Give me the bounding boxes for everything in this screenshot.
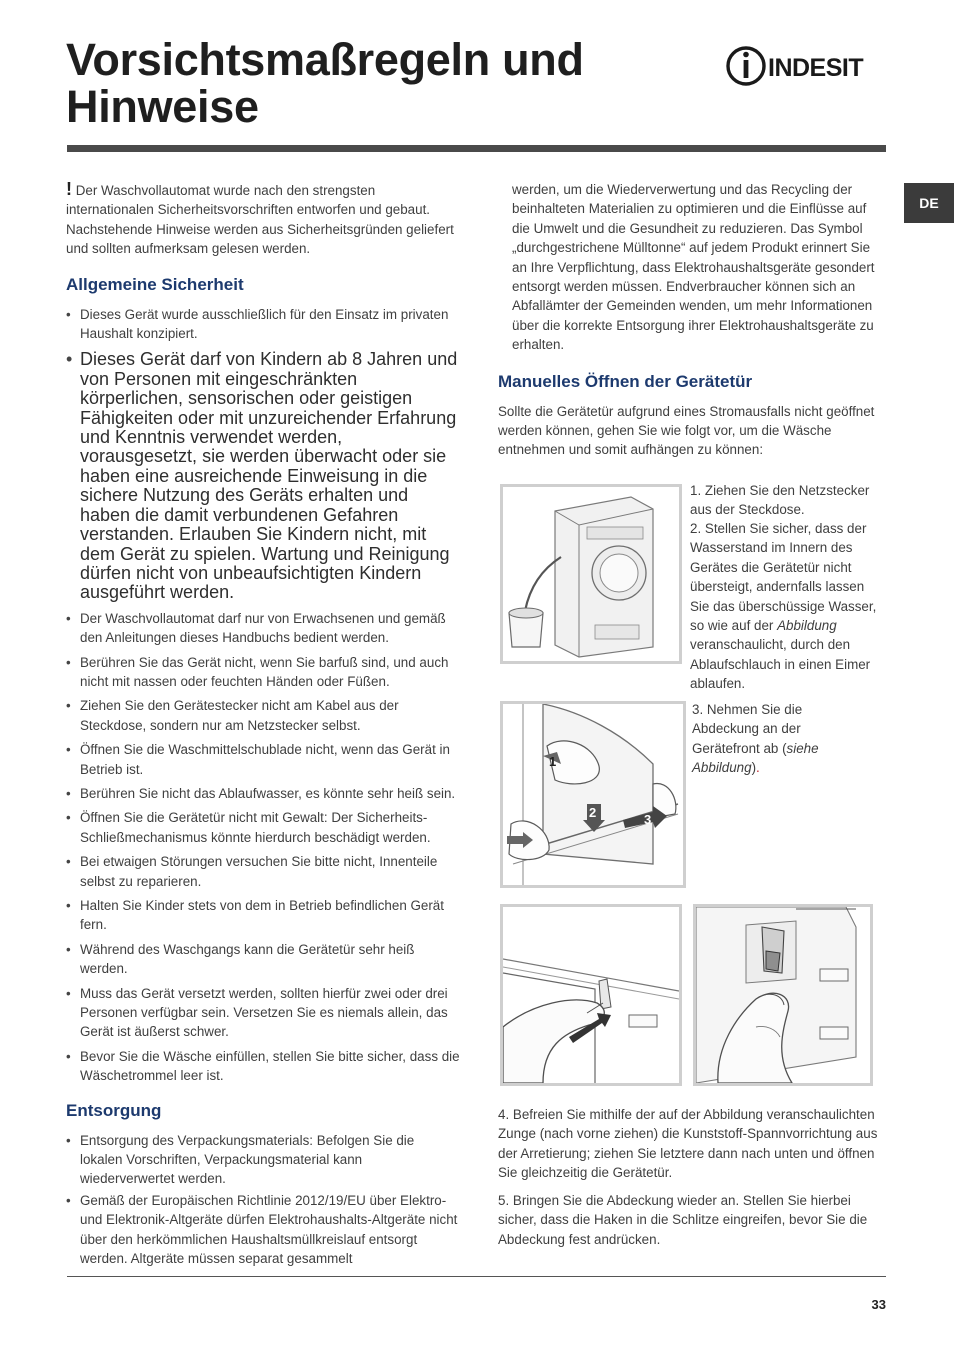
list-item: • Gemäß der Europäischen Richtlinie 2012/19/EU über Elektro- und Elektronik-Altgeräte dürfen Elektrohaushalts-Altgeräte nicht über den herkömmlichen Haushaltsmüllkreislauf entsorgt werden. Altgeräte müssen separat gesammelt bbox=[66, 1191, 460, 1269]
list-item: • Dieses Gerät wurde ausschließlich für den Einsatz im privaten Haushalt konzipiert. bbox=[66, 305, 460, 344]
step-3-text bbox=[692, 700, 872, 778]
list-item: • Während des Waschgangs kann die Gerätetür sehr heiß werden. bbox=[66, 940, 460, 979]
step-5-text: 5. Bringen Sie die Abdeckung wieder an. Stellen Sie hierbei sicher, dass die Haken in die Schlitze eingreifen, bevor Sie die Abdeckung fest andrücken. bbox=[498, 1193, 868, 1247]
general-safety-list bbox=[66, 305, 460, 1086]
step-2-figure-ref: Abbildung bbox=[777, 618, 837, 634]
tab-pull-illustration bbox=[500, 904, 682, 1086]
list-item: • Der Waschvollautomat darf nur von Erwachsenen und gemäß den Anleitungen dieses Handbuchs bedient werden. bbox=[66, 609, 460, 648]
list-item: • Entsorgung des Verpackungsmaterials: Befolgen Sie die lokalen Vorschriften, Verpackungsmaterial kann wiederverwertet werden. bbox=[66, 1131, 460, 1189]
step-2-text-b: veranschaulicht, durch den Ablaufschlauch in einen Eimer ablaufen. bbox=[690, 637, 871, 692]
intro-text: Der Waschvollautomat wurde nach den strengsten internationalen Sicherheitsvorschriften entworfen und gebaut. Nachstehende Hinweise werden aus Sicherheitsgründen geliefert und sollten aufmerksam gelesen werden. bbox=[66, 183, 454, 257]
list-item: • Bevor Sie die Wäsche einfüllen, stellen Sie bitte sicher, dass die Wäschetrommel leer ist. bbox=[66, 1047, 460, 1086]
brand-name: INDESIT bbox=[768, 54, 864, 82]
step-1-text: 1. Ziehen Sie den Netzstecker aus der Steckdose. bbox=[690, 483, 870, 518]
step-3-text-a: 3. Nehmen Sie die Abdeckung an der Gerätefront ab ( bbox=[692, 702, 803, 756]
page-number: 33 bbox=[871, 1297, 886, 1312]
general-safety-heading: Allgemeine Sicherheit bbox=[66, 274, 244, 294]
list-item: • Öffnen Sie die Gerätetür nicht mit Gewalt: Der Sicherheits-Schließmechanismus könnte hierdurch beschädigt werden. bbox=[66, 808, 460, 847]
step-3-dot: . bbox=[756, 760, 760, 776]
title-rule bbox=[67, 145, 886, 152]
step-4-text: 4. Befreien Sie mithilfe der auf der Abbildung veranschaulichten Zunge (nach vorne ziehen) die Kunststoff-Spannvorrichtung aus der Arretierung; ziehen Sie letztere dann nach unten und öffnen Sie gleichzeitig die Gerätetür. bbox=[498, 1107, 878, 1181]
manual-door-heading: Manuelles Öffnen der Gerätetür bbox=[498, 371, 753, 391]
right-column bbox=[498, 180, 886, 460]
figure-label-1: 1 bbox=[549, 754, 557, 769]
indesit-logo bbox=[724, 44, 888, 88]
footer-rule bbox=[67, 1276, 886, 1277]
list-item-children-warning: • Dieses Gerät darf von Kindern ab 8 Jahren und von Personen mit eingeschränkten körperlichen, sensorischen oder geistigen Fähigkeiten oder mit unzureichender Erfahrung und Kenntnis verwendet werden, vorausgesetzt, sie werden überwacht oder sie haben eine ausreichende Einweisung in die sichere Nutzung des Geräts erhalten und haben die damit verbundenen Gefahren verstanden. Erlauben Sie Kindern nicht, mit dem Gerät zu spielen. Wartung und Reinigung dürfen nicht von unbeaufsichtigten Kindern ausgeführt werden. bbox=[66, 350, 460, 602]
disposal-continuation: werden, um die Wiederverwertung und das Recycling der beinhalteten Materialien zu optimieren und die Einflüsse auf die Umwelt und die Gesundheit zu reduzieren. Das Symbol „durchgestrichene Mülltonne“ auf jedem Produkt erinnert Sie an Ihre Verpflichtung, dass Elektrohaushaltsgeräte gesondert entsorgt werden müssen. Endverbraucher können sich an Abfallämter der Gemeinden wenden, um mehr Informationen über die korrekte Entsorgung ihrer Elektrohaushaltsgeräte zu erhalten. bbox=[512, 182, 875, 353]
list-item: • Bei etwaigen Störungen versuchen Sie bitte nicht, Innenteile selbst zu reparieren. bbox=[66, 852, 460, 891]
left-column bbox=[66, 180, 460, 1269]
list-item: • Halten Sie Kinder stets von dem in Betrieb befindlichen Gerät fern. bbox=[66, 896, 460, 935]
clamp-release-illustration bbox=[693, 904, 873, 1086]
page-title: Vorsichtsmaßregeln und Hinweise bbox=[66, 34, 584, 132]
warning-mark: ! bbox=[66, 179, 72, 199]
step-2-text-a: 2. Stellen Sie sicher, dass der Wasserstand im Innern des Gerätes die Gerätetür nicht übersteigt, andernfalls lassen Sie das überschüssige Wasser, so wie auf der bbox=[690, 521, 877, 634]
cover-removal-illustration bbox=[500, 701, 686, 888]
list-item: • Öffnen Sie die Waschmittelschublade nicht, wenn das Gerät in Betrieb ist. bbox=[66, 740, 460, 779]
manual-door-intro: Sollte die Gerätetür aufgrund eines Stromausfalls nicht geöffnet werden können, gehen Sie wie folgt vor, um die Wäsche entnehmen und somit aufhängen zu können: bbox=[498, 403, 875, 458]
drain-hose-illustration bbox=[500, 484, 682, 664]
disposal-heading: Entsorgung bbox=[66, 1100, 162, 1120]
language-tab: DE bbox=[904, 183, 954, 223]
list-item: • Muss das Gerät versetzt werden, sollten hierfür zwei oder drei Personen verfügbar sein. Versetzen Sie es niemals allein, das Gerät ist äußerst schwer. bbox=[66, 984, 460, 1042]
intro-paragraph bbox=[66, 180, 460, 259]
disposal-list bbox=[66, 1131, 460, 1269]
list-item: • Berühren Sie nicht das Ablaufwasser, es könnte sehr heiß sein. bbox=[66, 784, 460, 803]
list-item: • Berühren Sie das Gerät nicht, wenn Sie barfuß sind, und auch nicht mit nassen oder feuchten Händen oder Füßen. bbox=[66, 653, 460, 692]
step-2-text bbox=[690, 519, 886, 694]
step-3-figure-ref: siehe Abbildung bbox=[692, 740, 819, 776]
figure-label-2: 2 bbox=[589, 805, 597, 820]
list-item: • Ziehen Sie den Gerätestecker nicht am Kabel aus der Steckdose, sondern nur am Netzstecker selbst. bbox=[66, 696, 460, 735]
figure-label-3: 3 bbox=[644, 812, 652, 827]
step-3-text-b: ) bbox=[751, 760, 757, 776]
